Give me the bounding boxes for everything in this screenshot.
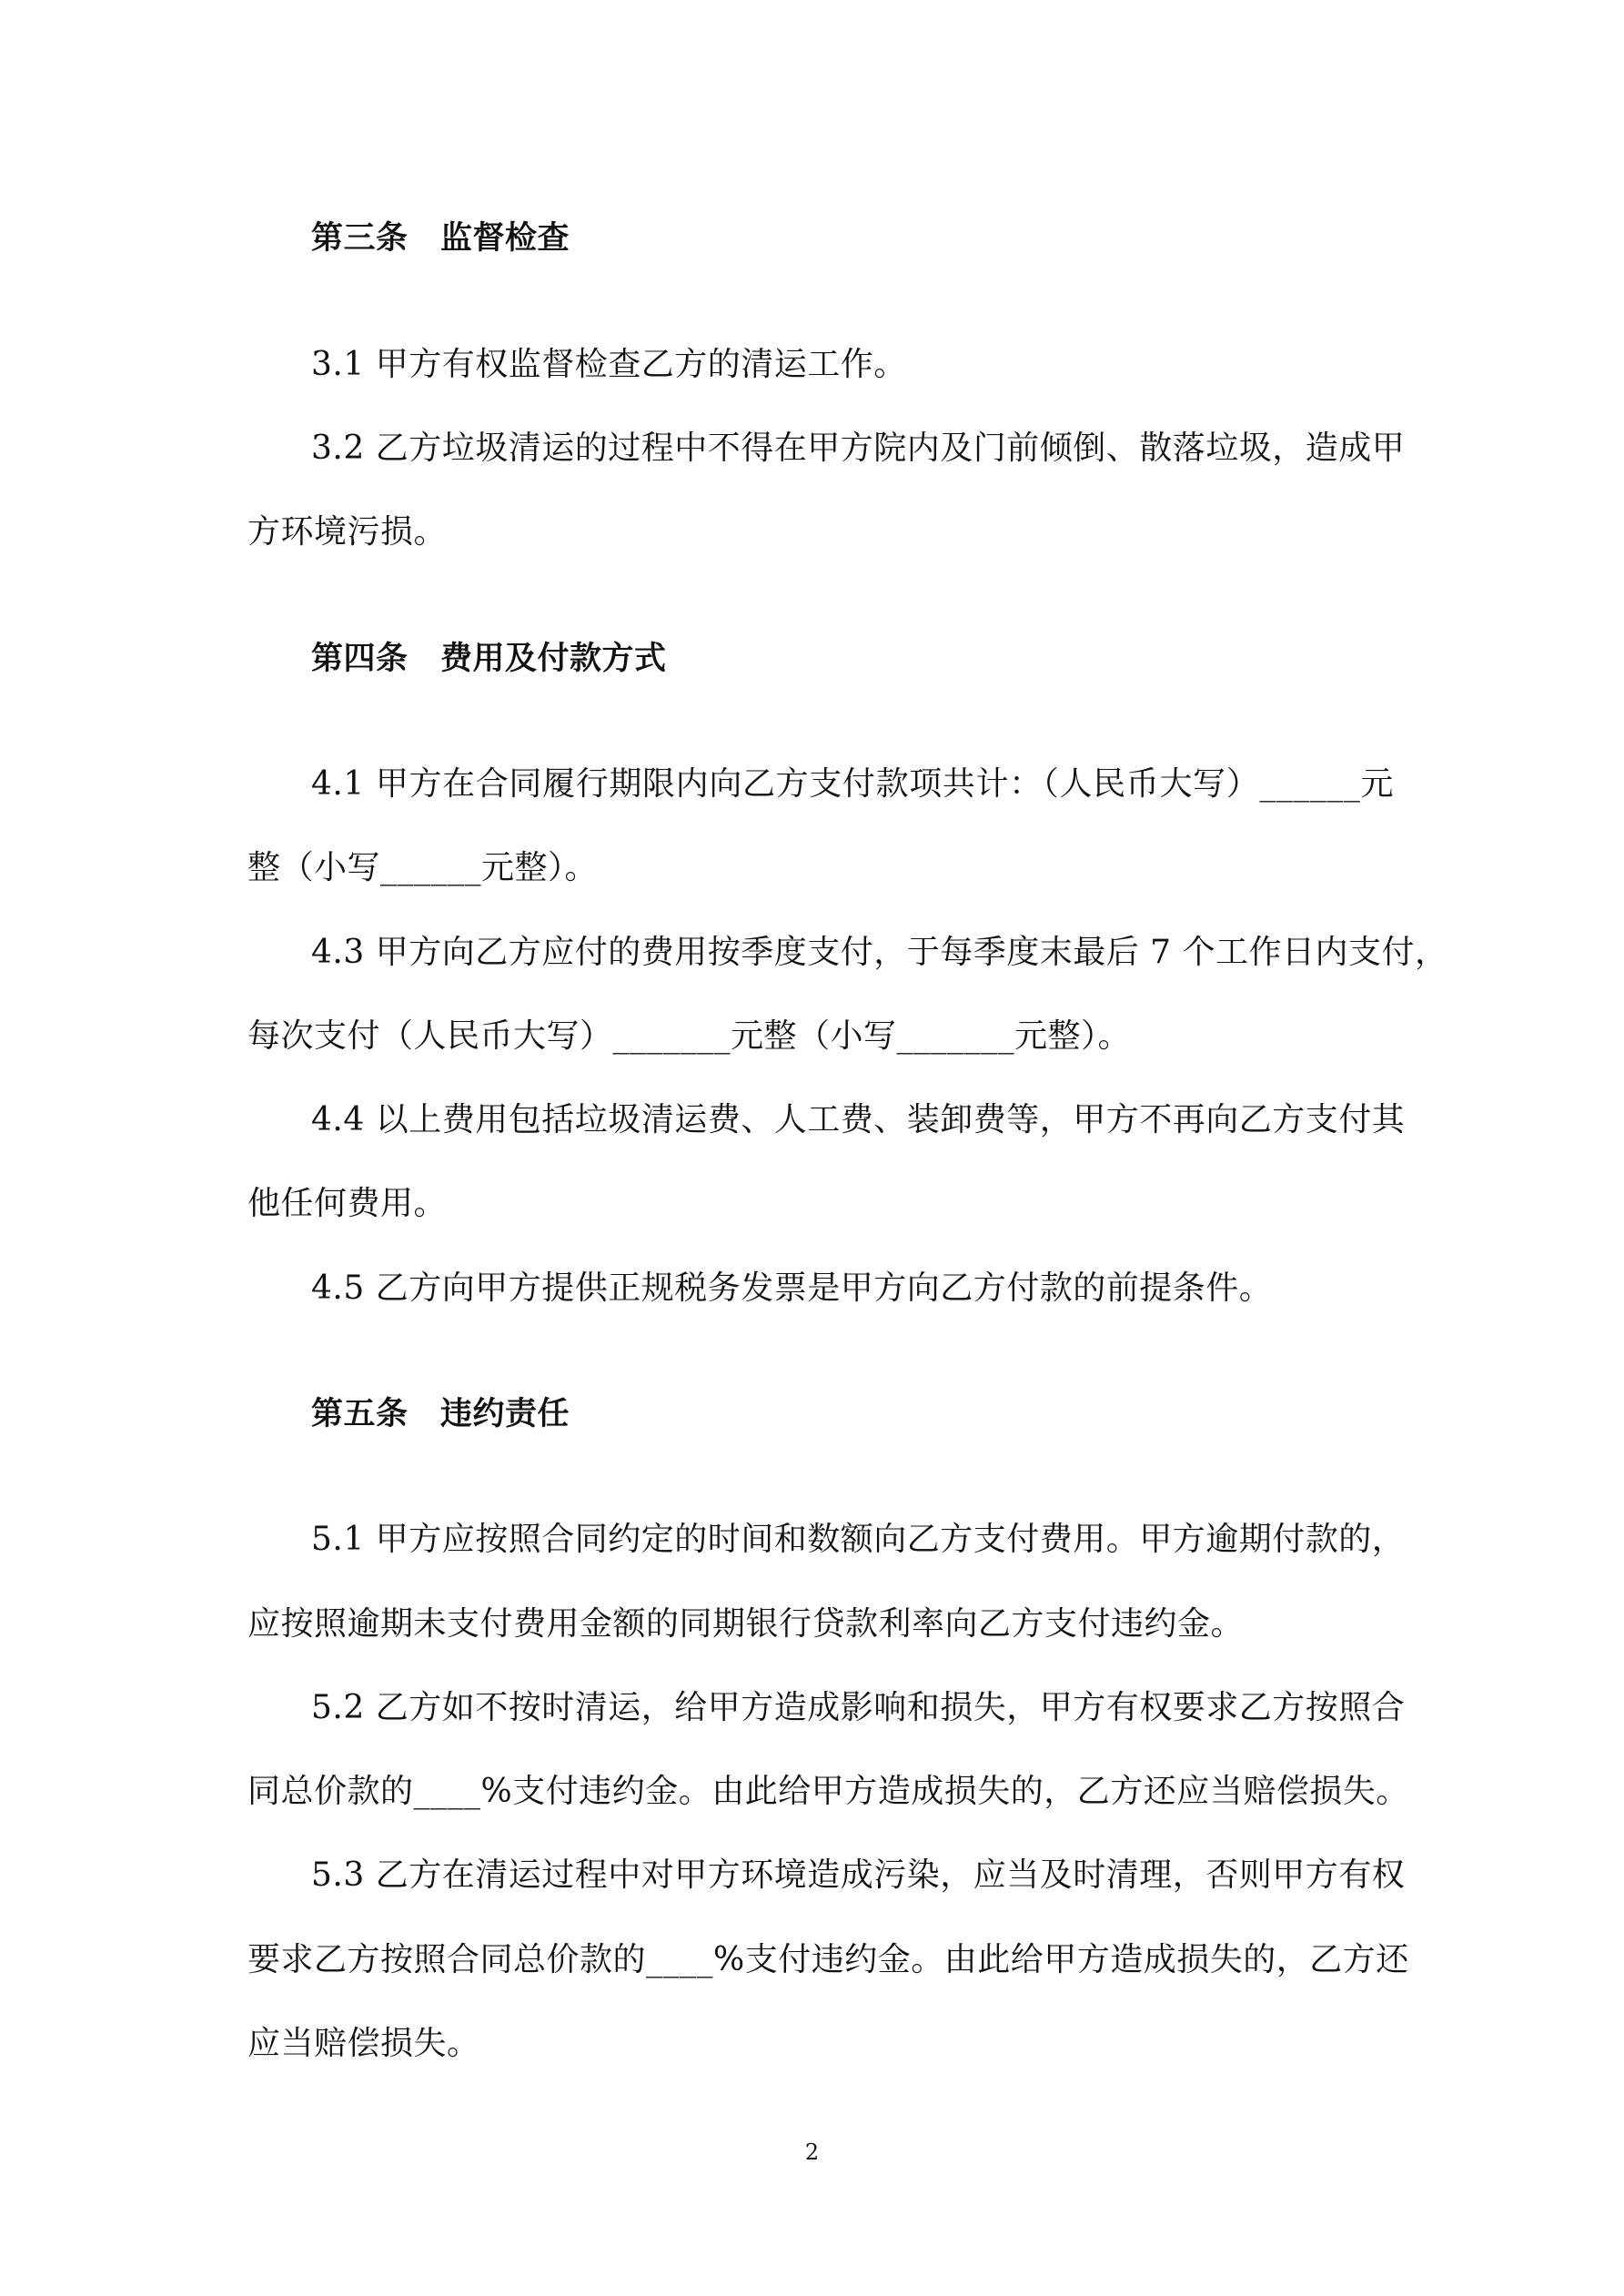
clause-4-5: 4.5 乙方向甲方提供正规税务发票是甲方向乙方付款的前提条件。: [311, 1269, 1273, 1307]
clause-4-4-line-2: 他任何费用。: [247, 1185, 448, 1222]
clause-5-3-line-3: 应当赔偿损失。: [247, 2025, 480, 2062]
clause-5-2-line-2: 同总价款的____%支付违约金。由此给甲方造成损失的，乙方还应当赔偿损失。: [247, 1773, 1409, 1810]
clause-5-1-line-1: 5.1 甲方应按照合同约定的时间和数额向乙方支付费用。甲方逾期付款的，: [311, 1521, 1406, 1558]
clause-5-2-line-1: 5.2 乙方如不按时清运，给甲方造成影响和损失，甲方有权要求乙方按照合: [311, 1689, 1406, 1726]
section-5-heading: 第五条 违约责任: [311, 1396, 570, 1432]
clause-4-3-line-2: 每次支付（人民币大写）_______元整（小写_______元整）。: [247, 1017, 1132, 1055]
clause-4-1-line-2: 整（小写______元整）。: [247, 849, 599, 886]
clause-5-3-line-2: 要求乙方按照合同总价款的____%支付违约金。由此给甲方造成损失的，乙方还: [247, 1941, 1409, 1978]
clause-3-1: 3.1 甲方有权监督检查乙方的清运工作。: [311, 346, 907, 383]
clause-5-1-line-2: 应按照逾期未支付费用金额的同期银行贷款利率向乙方支付违约金。: [247, 1605, 1245, 1643]
section-4-heading: 第四条 费用及付款方式: [311, 641, 667, 677]
section-3-heading: 第三条 监督检查: [311, 220, 570, 257]
clause-5-3-line-1: 5.3 乙方在清运过程中对甲方环境造成污染，应当及时清理，否则甲方有权: [311, 1856, 1406, 1894]
clause-4-1-line-1: 4.1 甲方在合同履行期限内向乙方支付款项共计：（人民币大写）______元: [311, 765, 1394, 803]
page-number: 2: [804, 2139, 820, 2165]
clause-3-2-line-2: 方环境污损。: [247, 513, 448, 551]
clause-4-3-line-1: 4.3 甲方向乙方应付的费用按季度支付，于每季度末最后 7 个工作日内支付，: [311, 934, 1448, 971]
clause-3-2-line-1: 3.2 乙方垃圾清运的过程中不得在甲方院内及门前倾倒、散落垃圾，造成甲: [311, 430, 1406, 467]
clause-4-4-line-1: 4.4 以上费用包括垃圾清运费、人工费、装卸费等，甲方不再向乙方支付其: [311, 1101, 1406, 1138]
